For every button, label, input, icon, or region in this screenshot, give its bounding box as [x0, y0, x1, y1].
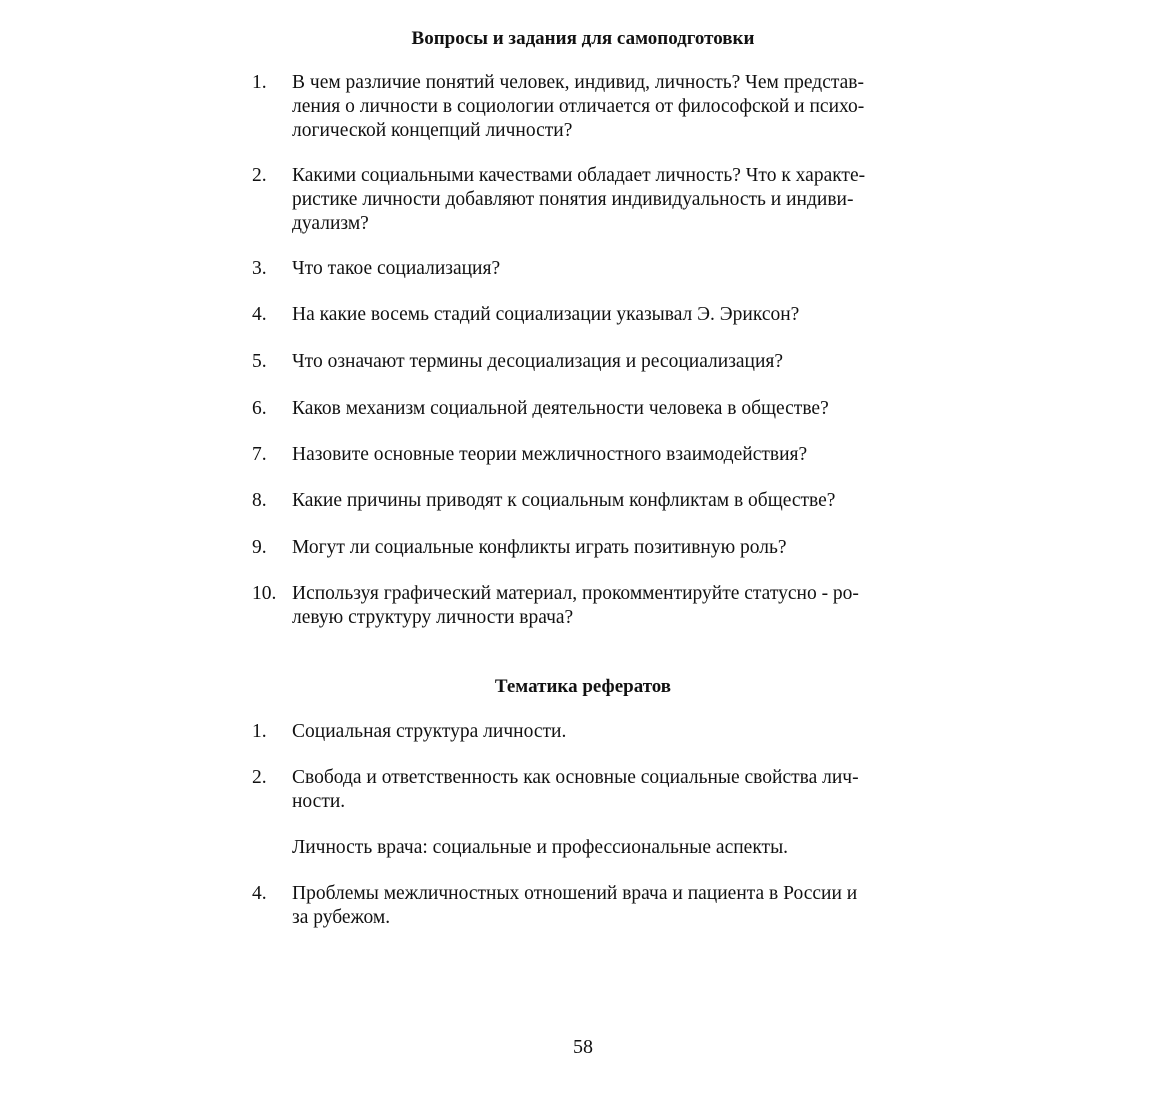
question-line: ления о личности в социологии отличается от философской и психо- [292, 96, 865, 117]
question-line: Используя графический материал, прокомментируйте статусно - ро- [292, 583, 859, 604]
question-text [292, 582, 922, 630]
topic-line: Проблемы межличностных отношений врача и пациента в России и [292, 883, 858, 904]
question-text: Что такое социализация? [292, 258, 501, 279]
question-line: логической концепций личности? [292, 120, 573, 141]
question-line: Какими социальными качествами обладает личность? Что к характе- [292, 165, 866, 186]
question-text: Какие причины приводят к социальным конфликтам в обществе? [292, 490, 836, 511]
question-line: ристике личности добавляют понятия индивидуальность и индиви- [292, 189, 854, 210]
question-text: На какие восемь стадий социализации указывал Э. Эриксон? [292, 304, 800, 325]
question-number: 6. [252, 398, 267, 419]
question-text: Назовите основные теории межличностного взаимодействия? [292, 444, 808, 465]
topic-text: Социальная структура личности. [292, 721, 567, 742]
topic-line: за рубежом. [292, 907, 391, 928]
topic-text [292, 882, 922, 930]
question-number: 10. [252, 583, 277, 604]
question-item-5 [252, 350, 922, 374]
question-text: Что означают термины десоциализация и ресоциализация? [292, 351, 784, 372]
topic-item-3 [292, 836, 922, 860]
topic-number: 1. [252, 721, 267, 742]
question-text: Могут ли социальные конфликты играть позитивную роль? [292, 537, 787, 558]
question-item-4 [252, 303, 922, 327]
question-line: левую структуру личности врача? [292, 607, 574, 628]
question-item-3 [252, 257, 922, 281]
topic-line: ности. [292, 791, 346, 812]
topic-number: 2. [252, 767, 267, 788]
question-number: 1. [252, 72, 267, 93]
question-item-2 [252, 164, 922, 236]
question-number: 4. [252, 304, 267, 325]
question-line: дуализм? [292, 213, 369, 234]
topic-item-2 [252, 766, 922, 814]
question-number: 8. [252, 490, 267, 511]
question-item-9 [252, 536, 922, 560]
topic-text [292, 766, 922, 814]
question-item-1 [252, 71, 922, 143]
question-number: 9. [252, 537, 267, 558]
question-item-10 [252, 582, 922, 630]
topic-item-1 [252, 720, 922, 744]
page-number: 58 [573, 1036, 593, 1058]
topic-text: Личность врача: социальные и профессиональные аспекты. [292, 837, 789, 858]
question-text [292, 71, 922, 143]
question-item-6 [252, 397, 922, 421]
question-text: Каков механизм социальной деятельности человека в обществе? [292, 398, 829, 419]
topic-item-4 [252, 882, 922, 930]
question-number: 3. [252, 258, 267, 279]
question-text [292, 164, 922, 236]
questions-heading: Вопросы и задания для самоподготовки [411, 28, 755, 49]
question-item-8 [252, 489, 922, 513]
topic-number: 4. [252, 883, 267, 904]
question-number: 2. [252, 165, 267, 186]
question-number: 5. [252, 351, 267, 372]
topic-line: Свобода и ответственность как основные социальные свойства лич- [292, 767, 859, 788]
topics-heading: Тематика рефератов [494, 676, 672, 697]
question-line: В чем различие понятий человек, индивид, личность? Чем представ- [292, 72, 864, 93]
question-item-7 [252, 443, 922, 467]
question-number: 7. [252, 444, 267, 465]
